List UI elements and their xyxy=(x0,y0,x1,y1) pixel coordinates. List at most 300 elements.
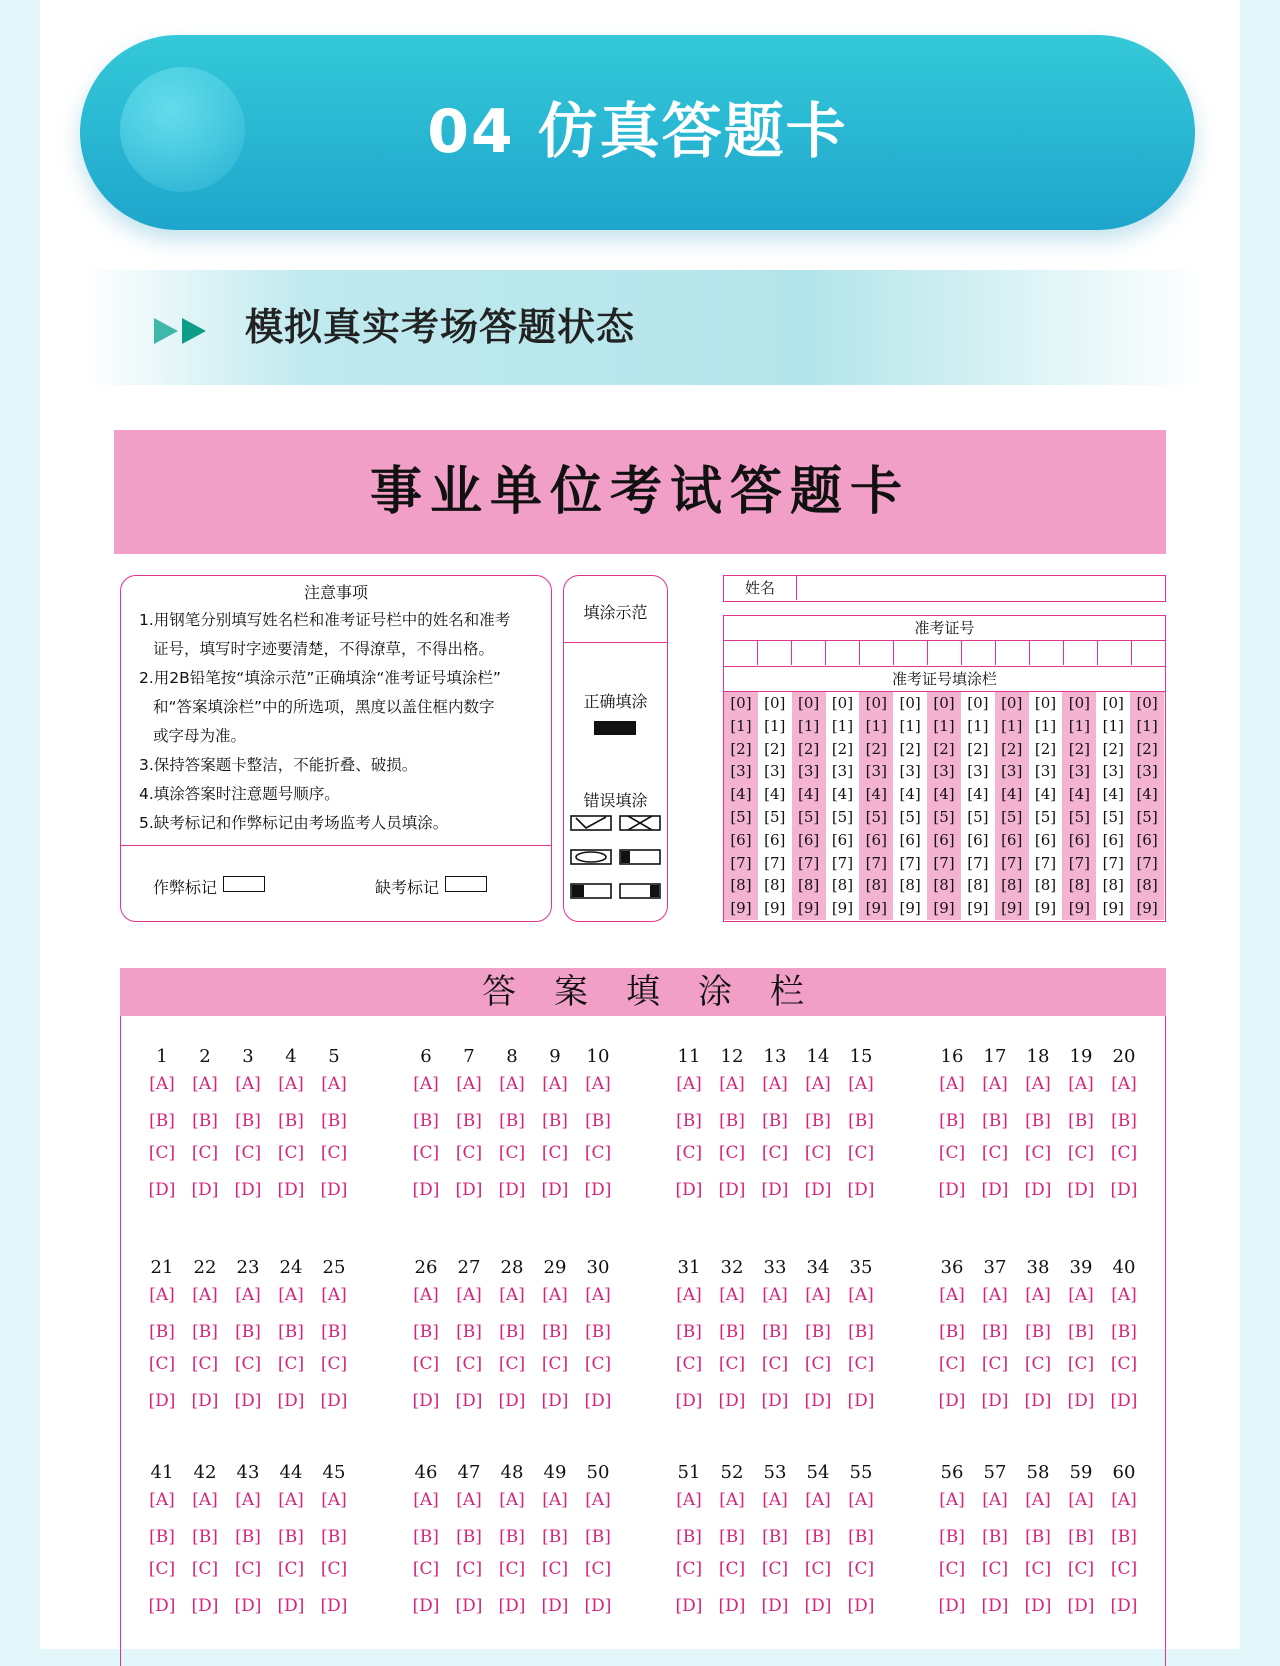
digit-bubble[interactable]: [9] xyxy=(859,897,893,920)
answer-option-bubble[interactable]: [C] xyxy=(981,1559,1009,1579)
digit-bubble[interactable]: [8] xyxy=(927,874,961,897)
answer-option-bubble[interactable]: [C] xyxy=(718,1143,746,1163)
digit-bubble[interactable]: [1] xyxy=(859,715,893,738)
answer-option-bubble[interactable]: [B] xyxy=(1068,1527,1094,1547)
digit-bubble[interactable]: [4] xyxy=(831,785,854,804)
exam-id-cell[interactable] xyxy=(962,641,996,665)
answer-option-bubble[interactable]: [C] xyxy=(148,1143,176,1163)
answer-option-bubble[interactable]: [B] xyxy=(192,1527,218,1547)
answer-option-bubble[interactable]: [C] xyxy=(761,1354,789,1374)
digit-bubble[interactable]: [7] xyxy=(831,853,854,872)
answer-option-bubble[interactable]: [A] xyxy=(321,1074,347,1094)
answer-option-bubble[interactable]: [A] xyxy=(719,1074,745,1094)
digit-bubble[interactable]: [0] xyxy=(1102,694,1124,712)
answer-option-bubble[interactable]: [D] xyxy=(412,1391,440,1411)
answer-option-bubble[interactable]: [A] xyxy=(499,1074,525,1094)
digit-bubble[interactable]: [5] xyxy=(831,808,854,826)
answer-option-bubble[interactable]: [A] xyxy=(413,1074,439,1094)
digit-bubble[interactable]: [4] xyxy=(792,783,826,806)
answer-option-bubble[interactable]: [A] xyxy=(321,1285,347,1305)
answer-option-bubble[interactable]: [D] xyxy=(541,1391,569,1411)
digit-bubble[interactable]: [5] xyxy=(1034,808,1057,826)
answer-option-bubble[interactable]: [A] xyxy=(762,1074,788,1094)
answer-option-bubble[interactable]: [B] xyxy=(982,1322,1008,1342)
answer-option-bubble[interactable]: [C] xyxy=(1024,1354,1052,1374)
answer-option-bubble[interactable]: [D] xyxy=(455,1391,483,1411)
answer-option-bubble[interactable]: [D] xyxy=(675,1596,703,1616)
answer-option-bubble[interactable]: [A] xyxy=(805,1074,831,1094)
answer-option-bubble[interactable]: [B] xyxy=(585,1527,611,1547)
answer-option-bubble[interactable]: [A] xyxy=(278,1074,304,1094)
answer-option-bubble[interactable]: [D] xyxy=(148,1391,176,1411)
answer-option-bubble[interactable]: [C] xyxy=(718,1354,746,1374)
answer-option-bubble[interactable]: [A] xyxy=(1025,1285,1051,1305)
answer-option-bubble[interactable]: [C] xyxy=(191,1143,219,1163)
answer-option-bubble[interactable]: [D] xyxy=(1110,1180,1138,1200)
digit-bubble[interactable]: [3] xyxy=(724,760,758,783)
digit-bubble[interactable]: [3] xyxy=(1062,760,1096,783)
answer-option-bubble[interactable]: [A] xyxy=(805,1490,831,1510)
answer-option-bubble[interactable]: [D] xyxy=(320,1180,348,1200)
exam-id-cell[interactable] xyxy=(1098,641,1132,665)
answer-option-bubble[interactable]: [B] xyxy=(805,1527,831,1547)
answer-option-bubble[interactable]: [D] xyxy=(234,1180,262,1200)
digit-bubble[interactable]: [6] xyxy=(792,829,826,852)
digit-bubble[interactable]: [9] xyxy=(1034,899,1057,918)
answer-option-bubble[interactable]: [D] xyxy=(804,1596,832,1616)
digit-bubble[interactable]: [2] xyxy=(831,739,854,758)
answer-option-bubble[interactable]: [A] xyxy=(848,1490,874,1510)
answer-option-bubble[interactable]: [C] xyxy=(1067,1354,1095,1374)
answer-option-bubble[interactable]: [B] xyxy=(1068,1322,1094,1342)
answer-option-bubble[interactable]: [C] xyxy=(277,1559,305,1579)
answer-option-bubble[interactable]: [C] xyxy=(320,1559,348,1579)
answer-option-bubble[interactable]: [C] xyxy=(1110,1354,1138,1374)
answer-option-bubble[interactable]: [C] xyxy=(938,1559,966,1579)
answer-option-bubble[interactable]: [D] xyxy=(981,1180,1009,1200)
digit-bubble[interactable]: [0] xyxy=(995,692,1029,715)
answer-option-bubble[interactable]: [B] xyxy=(413,1527,439,1547)
answer-option-bubble[interactable]: [C] xyxy=(541,1143,569,1163)
digit-bubble[interactable]: [2] xyxy=(792,738,826,761)
digit-bubble[interactable]: [1] xyxy=(831,716,854,735)
answer-option-bubble[interactable]: [C] xyxy=(320,1143,348,1163)
answer-option-bubble[interactable]: [A] xyxy=(278,1490,304,1510)
answer-option-bubble[interactable]: [A] xyxy=(805,1285,831,1305)
answer-option-bubble[interactable]: [D] xyxy=(498,1391,526,1411)
answer-option-bubble[interactable]: [A] xyxy=(719,1490,745,1510)
digit-bubble[interactable]: [1] xyxy=(792,715,826,738)
answer-option-bubble[interactable]: [C] xyxy=(761,1143,789,1163)
answer-option-bubble[interactable]: [A] xyxy=(676,1285,702,1305)
answer-option-bubble[interactable]: [B] xyxy=(676,1322,702,1342)
digit-bubble[interactable]: [4] xyxy=(1102,785,1124,804)
answer-option-bubble[interactable]: [B] xyxy=(1025,1322,1051,1342)
digit-bubble[interactable]: [4] xyxy=(927,783,961,806)
digit-bubble[interactable]: [0] xyxy=(927,692,961,715)
digit-bubble[interactable]: [2] xyxy=(859,738,893,761)
answer-option-bubble[interactable]: [A] xyxy=(499,1285,525,1305)
answer-option-bubble[interactable]: [C] xyxy=(761,1559,789,1579)
answer-option-bubble[interactable]: [D] xyxy=(718,1180,746,1200)
answer-option-bubble[interactable]: [B] xyxy=(762,1111,788,1131)
exam-id-cell[interactable] xyxy=(996,641,1030,665)
answer-option-bubble[interactable]: [A] xyxy=(149,1074,175,1094)
answer-option-bubble[interactable]: [A] xyxy=(848,1074,874,1094)
digit-bubble[interactable]: [2] xyxy=(1130,738,1164,761)
digit-bubble[interactable]: [6] xyxy=(995,829,1029,852)
answer-option-bubble[interactable]: [A] xyxy=(1068,1074,1094,1094)
answer-option-bubble[interactable]: [B] xyxy=(456,1527,482,1547)
answer-option-bubble[interactable]: [A] xyxy=(719,1285,745,1305)
digit-bubble[interactable]: [8] xyxy=(1102,876,1124,895)
answer-option-bubble[interactable]: [D] xyxy=(277,1596,305,1616)
digit-bubble[interactable]: [6] xyxy=(899,830,921,849)
digit-bubble[interactable]: [0] xyxy=(831,694,854,712)
answer-option-bubble[interactable]: [C] xyxy=(847,1143,875,1163)
answer-option-bubble[interactable]: [C] xyxy=(148,1354,176,1374)
exam-id-cell[interactable] xyxy=(1132,641,1165,665)
answer-option-bubble[interactable]: [C] xyxy=(455,1354,483,1374)
digit-bubble[interactable]: [5] xyxy=(724,806,758,829)
answer-option-bubble[interactable]: [A] xyxy=(235,1285,261,1305)
digit-bubble[interactable]: [2] xyxy=(927,738,961,761)
digit-bubble[interactable]: [8] xyxy=(831,876,854,895)
answer-option-bubble[interactable]: [B] xyxy=(1025,1527,1051,1547)
digit-bubble[interactable]: [9] xyxy=(724,897,758,920)
answer-option-bubble[interactable]: [D] xyxy=(277,1180,305,1200)
digit-bubble[interactable]: [1] xyxy=(1034,716,1057,735)
digit-bubble[interactable]: [8] xyxy=(792,874,826,897)
answer-option-bubble[interactable]: [D] xyxy=(718,1596,746,1616)
answer-option-bubble[interactable]: [A] xyxy=(542,1074,568,1094)
answer-option-bubble[interactable]: [A] xyxy=(149,1490,175,1510)
digit-bubble[interactable]: [1] xyxy=(1130,715,1164,738)
answer-option-bubble[interactable]: [C] xyxy=(938,1143,966,1163)
answer-option-bubble[interactable]: [B] xyxy=(192,1322,218,1342)
digit-bubble[interactable]: [5] xyxy=(792,806,826,829)
answer-option-bubble[interactable]: [D] xyxy=(148,1596,176,1616)
digit-bubble[interactable]: [2] xyxy=(899,739,921,758)
answer-option-bubble[interactable]: [B] xyxy=(278,1111,304,1131)
answer-option-bubble[interactable]: [D] xyxy=(847,1180,875,1200)
digit-bubble[interactable]: [0] xyxy=(1034,694,1057,712)
answer-option-bubble[interactable]: [A] xyxy=(1111,1074,1137,1094)
answer-option-bubble[interactable]: [B] xyxy=(278,1527,304,1547)
answer-option-bubble[interactable]: [B] xyxy=(719,1527,745,1547)
answer-option-bubble[interactable]: [C] xyxy=(234,1143,262,1163)
digit-bubble[interactable]: [1] xyxy=(967,716,989,735)
answer-option-bubble[interactable]: [C] xyxy=(191,1354,219,1374)
digit-bubble[interactable]: [4] xyxy=(899,785,921,804)
answer-option-bubble[interactable]: [B] xyxy=(499,1111,525,1131)
digit-bubble[interactable]: [3] xyxy=(927,760,961,783)
exam-id-cell[interactable] xyxy=(1030,641,1064,665)
answer-option-bubble[interactable]: [C] xyxy=(1110,1559,1138,1579)
digit-bubble[interactable]: [0] xyxy=(1130,692,1164,715)
answer-option-bubble[interactable]: [D] xyxy=(584,1596,612,1616)
answer-option-bubble[interactable]: [A] xyxy=(762,1490,788,1510)
answer-option-bubble[interactable]: [C] xyxy=(1067,1143,1095,1163)
answer-option-bubble[interactable]: [C] xyxy=(584,1354,612,1374)
answer-option-bubble[interactable]: [C] xyxy=(541,1559,569,1579)
answer-option-bubble[interactable]: [A] xyxy=(676,1490,702,1510)
digit-bubble[interactable]: [6] xyxy=(1102,830,1124,849)
digit-bubble[interactable]: [3] xyxy=(899,762,921,781)
answer-option-bubble[interactable]: [D] xyxy=(938,1180,966,1200)
digit-bubble[interactable]: [2] xyxy=(995,738,1029,761)
answer-option-bubble[interactable]: [A] xyxy=(321,1490,347,1510)
digit-bubble[interactable]: [6] xyxy=(831,830,854,849)
digit-bubble[interactable]: [8] xyxy=(967,876,989,895)
answer-option-bubble[interactable]: [B] xyxy=(542,1527,568,1547)
digit-bubble[interactable]: [9] xyxy=(967,899,989,918)
answer-option-bubble[interactable]: [A] xyxy=(192,1074,218,1094)
answer-option-bubble[interactable]: [B] xyxy=(235,1527,261,1547)
digit-bubble[interactable]: [7] xyxy=(1102,853,1124,872)
answer-option-bubble[interactable]: [C] xyxy=(584,1143,612,1163)
digit-bubble[interactable]: [3] xyxy=(859,760,893,783)
digit-bubble[interactable]: [4] xyxy=(1130,783,1164,806)
answer-option-bubble[interactable]: [C] xyxy=(498,1143,526,1163)
answer-option-bubble[interactable]: [D] xyxy=(191,1596,219,1616)
answer-option-bubble[interactable]: [A] xyxy=(456,1285,482,1305)
answer-option-bubble[interactable]: [A] xyxy=(456,1490,482,1510)
digit-bubble[interactable]: [7] xyxy=(1034,853,1057,872)
answer-option-bubble[interactable]: [D] xyxy=(455,1180,483,1200)
answer-option-bubble[interactable]: [C] xyxy=(1024,1559,1052,1579)
answer-option-bubble[interactable]: [B] xyxy=(321,1322,347,1342)
answer-option-bubble[interactable]: [A] xyxy=(585,1285,611,1305)
answer-option-bubble[interactable]: [A] xyxy=(1068,1490,1094,1510)
digit-bubble[interactable]: [1] xyxy=(1102,716,1124,735)
digit-bubble[interactable]: [7] xyxy=(859,852,893,875)
digit-bubble[interactable]: [0] xyxy=(764,694,786,712)
digit-bubble[interactable]: [5] xyxy=(1062,806,1096,829)
digit-bubble[interactable]: [3] xyxy=(792,760,826,783)
answer-option-bubble[interactable]: [B] xyxy=(321,1111,347,1131)
digit-bubble[interactable]: [4] xyxy=(724,783,758,806)
answer-option-bubble[interactable]: [D] xyxy=(412,1180,440,1200)
answer-option-bubble[interactable]: [D] xyxy=(1067,1180,1095,1200)
digit-bubble[interactable]: [6] xyxy=(1062,829,1096,852)
answer-option-bubble[interactable]: [D] xyxy=(191,1391,219,1411)
digit-bubble[interactable]: [9] xyxy=(792,897,826,920)
answer-option-bubble[interactable]: [D] xyxy=(584,1391,612,1411)
answer-option-bubble[interactable]: [B] xyxy=(1111,1322,1137,1342)
answer-option-bubble[interactable]: [A] xyxy=(1068,1285,1094,1305)
digit-bubble[interactable]: [0] xyxy=(859,692,893,715)
absent-mark-box[interactable] xyxy=(445,876,487,892)
answer-option-bubble[interactable]: [A] xyxy=(413,1490,439,1510)
answer-option-bubble[interactable]: [B] xyxy=(1068,1111,1094,1131)
digit-bubble[interactable]: [6] xyxy=(967,830,989,849)
answer-option-bubble[interactable]: [D] xyxy=(541,1180,569,1200)
digit-bubble[interactable]: [7] xyxy=(1062,852,1096,875)
answer-option-bubble[interactable]: [B] xyxy=(848,1111,874,1131)
answer-option-bubble[interactable]: [D] xyxy=(320,1596,348,1616)
answer-option-bubble[interactable]: [D] xyxy=(847,1596,875,1616)
digit-bubble[interactable]: [9] xyxy=(831,899,854,918)
answer-option-bubble[interactable]: [D] xyxy=(498,1596,526,1616)
answer-option-bubble[interactable]: [B] xyxy=(805,1111,831,1131)
digit-bubble[interactable]: [5] xyxy=(995,806,1029,829)
answer-option-bubble[interactable]: [D] xyxy=(718,1391,746,1411)
answer-option-bubble[interactable]: [D] xyxy=(584,1180,612,1200)
answer-option-bubble[interactable]: [C] xyxy=(804,1143,832,1163)
cheat-mark-box[interactable] xyxy=(223,876,265,892)
answer-option-bubble[interactable]: [D] xyxy=(761,1596,789,1616)
digit-bubble[interactable]: [2] xyxy=(724,738,758,761)
answer-option-bubble[interactable]: [B] xyxy=(762,1527,788,1547)
digit-bubble[interactable]: [0] xyxy=(1062,692,1096,715)
digit-bubble[interactable]: [2] xyxy=(1034,739,1057,758)
answer-option-bubble[interactable]: [C] xyxy=(234,1559,262,1579)
digit-bubble[interactable]: [3] xyxy=(1130,760,1164,783)
answer-option-bubble[interactable]: [A] xyxy=(1111,1285,1137,1305)
answer-option-bubble[interactable]: [D] xyxy=(804,1180,832,1200)
answer-option-bubble[interactable]: [A] xyxy=(235,1074,261,1094)
answer-option-bubble[interactable]: [B] xyxy=(982,1111,1008,1131)
answer-option-bubble[interactable]: [B] xyxy=(192,1111,218,1131)
answer-option-bubble[interactable]: [B] xyxy=(719,1322,745,1342)
answer-option-bubble[interactable]: [D] xyxy=(981,1596,1009,1616)
answer-option-bubble[interactable]: [C] xyxy=(718,1559,746,1579)
answer-option-bubble[interactable]: [B] xyxy=(585,1111,611,1131)
answer-option-bubble[interactable]: [C] xyxy=(320,1354,348,1374)
answer-option-bubble[interactable]: [B] xyxy=(848,1322,874,1342)
answer-option-bubble[interactable]: [A] xyxy=(1025,1074,1051,1094)
answer-option-bubble[interactable]: [D] xyxy=(938,1596,966,1616)
answer-option-bubble[interactable]: [C] xyxy=(277,1354,305,1374)
answer-option-bubble[interactable]: [B] xyxy=(1025,1111,1051,1131)
digit-bubble[interactable]: [5] xyxy=(899,808,921,826)
digit-bubble[interactable]: [3] xyxy=(995,760,1029,783)
digit-bubble[interactable]: [8] xyxy=(764,876,786,895)
answer-option-bubble[interactable]: [C] xyxy=(412,1143,440,1163)
answer-option-bubble[interactable]: [D] xyxy=(1024,1596,1052,1616)
digit-bubble[interactable]: [5] xyxy=(859,806,893,829)
answer-option-bubble[interactable]: [C] xyxy=(234,1354,262,1374)
answer-option-bubble[interactable]: [A] xyxy=(982,1490,1008,1510)
answer-option-bubble[interactable]: [C] xyxy=(412,1559,440,1579)
answer-option-bubble[interactable]: [C] xyxy=(847,1559,875,1579)
answer-option-bubble[interactable]: [B] xyxy=(676,1527,702,1547)
answer-option-bubble[interactable]: [B] xyxy=(762,1322,788,1342)
answer-option-bubble[interactable]: [B] xyxy=(149,1111,175,1131)
answer-option-bubble[interactable]: [A] xyxy=(192,1490,218,1510)
answer-option-bubble[interactable]: [C] xyxy=(541,1354,569,1374)
answer-option-bubble[interactable]: [A] xyxy=(542,1285,568,1305)
digit-bubble[interactable]: [2] xyxy=(967,739,989,758)
answer-option-bubble[interactable]: [B] xyxy=(848,1527,874,1547)
answer-option-bubble[interactable]: [C] xyxy=(847,1354,875,1374)
digit-bubble[interactable]: [4] xyxy=(859,783,893,806)
digit-bubble[interactable]: [9] xyxy=(1062,897,1096,920)
digit-bubble[interactable]: [5] xyxy=(1130,806,1164,829)
answer-option-bubble[interactable]: [B] xyxy=(235,1322,261,1342)
digit-bubble[interactable]: [2] xyxy=(1102,739,1124,758)
answer-option-bubble[interactable]: [B] xyxy=(1111,1111,1137,1131)
digit-bubble[interactable]: [9] xyxy=(927,897,961,920)
answer-option-bubble[interactable]: [B] xyxy=(585,1322,611,1342)
answer-option-bubble[interactable]: [C] xyxy=(455,1559,483,1579)
answer-option-bubble[interactable]: [D] xyxy=(1067,1596,1095,1616)
digit-bubble[interactable]: [0] xyxy=(792,692,826,715)
answer-option-bubble[interactable]: [A] xyxy=(762,1285,788,1305)
answer-option-bubble[interactable]: [B] xyxy=(499,1322,525,1342)
digit-bubble[interactable]: [8] xyxy=(1034,876,1057,895)
answer-option-bubble[interactable]: [D] xyxy=(761,1180,789,1200)
answer-option-bubble[interactable]: [B] xyxy=(719,1111,745,1131)
digit-bubble[interactable]: [4] xyxy=(967,785,989,804)
answer-option-bubble[interactable]: [B] xyxy=(939,1111,965,1131)
digit-bubble[interactable]: [9] xyxy=(764,899,786,918)
answer-option-bubble[interactable]: [C] xyxy=(584,1559,612,1579)
digit-bubble[interactable]: [7] xyxy=(1130,852,1164,875)
digit-bubble[interactable]: [7] xyxy=(764,853,786,872)
answer-option-bubble[interactable]: [B] xyxy=(149,1527,175,1547)
digit-bubble[interactable]: [4] xyxy=(1062,783,1096,806)
digit-bubble[interactable]: [5] xyxy=(927,806,961,829)
answer-option-bubble[interactable]: [B] xyxy=(499,1527,525,1547)
answer-option-bubble[interactable]: [A] xyxy=(982,1074,1008,1094)
digit-bubble[interactable]: [6] xyxy=(927,829,961,852)
answer-option-bubble[interactable]: [C] xyxy=(804,1559,832,1579)
digit-bubble[interactable]: [3] xyxy=(1034,762,1057,781)
digit-bubble[interactable]: [8] xyxy=(995,874,1029,897)
digit-bubble[interactable]: [6] xyxy=(764,830,786,849)
answer-option-bubble[interactable]: [A] xyxy=(192,1285,218,1305)
exam-id-cell[interactable] xyxy=(826,641,860,665)
digit-bubble[interactable]: [4] xyxy=(764,785,786,804)
digit-bubble[interactable]: [4] xyxy=(1034,785,1057,804)
answer-option-bubble[interactable]: [C] xyxy=(455,1143,483,1163)
exam-id-cell[interactable] xyxy=(724,641,758,665)
answer-option-bubble[interactable]: [D] xyxy=(234,1596,262,1616)
answer-option-bubble[interactable]: [A] xyxy=(1025,1490,1051,1510)
answer-option-bubble[interactable]: [C] xyxy=(1024,1143,1052,1163)
answer-option-bubble[interactable]: [A] xyxy=(848,1285,874,1305)
answer-option-bubble[interactable]: [B] xyxy=(676,1111,702,1131)
digit-bubble[interactable]: [3] xyxy=(764,762,786,781)
digit-bubble[interactable]: [3] xyxy=(967,762,989,781)
answer-option-bubble[interactable]: [D] xyxy=(191,1180,219,1200)
answer-option-bubble[interactable]: [B] xyxy=(542,1111,568,1131)
digit-bubble[interactable]: [3] xyxy=(1102,762,1124,781)
answer-option-bubble[interactable]: [C] xyxy=(412,1354,440,1374)
digit-bubble[interactable]: [7] xyxy=(724,852,758,875)
answer-option-bubble[interactable]: [B] xyxy=(1111,1527,1137,1547)
digit-bubble[interactable]: [1] xyxy=(724,715,758,738)
answer-option-bubble[interactable]: [C] xyxy=(148,1559,176,1579)
answer-option-bubble[interactable]: [B] xyxy=(235,1111,261,1131)
answer-option-bubble[interactable]: [D] xyxy=(981,1391,1009,1411)
answer-option-bubble[interactable]: [C] xyxy=(675,1143,703,1163)
digit-bubble[interactable]: [5] xyxy=(967,808,989,826)
exam-id-cell[interactable] xyxy=(928,641,962,665)
answer-option-bubble[interactable]: [A] xyxy=(278,1285,304,1305)
digit-bubble[interactable]: [5] xyxy=(1102,808,1124,826)
answer-option-bubble[interactable]: [C] xyxy=(498,1559,526,1579)
answer-option-bubble[interactable]: [D] xyxy=(148,1180,176,1200)
answer-option-bubble[interactable]: [C] xyxy=(1110,1143,1138,1163)
digit-bubble[interactable]: [7] xyxy=(995,852,1029,875)
exam-id-cell[interactable] xyxy=(792,641,826,665)
answer-option-bubble[interactable]: [D] xyxy=(1067,1391,1095,1411)
digit-bubble[interactable]: [1] xyxy=(764,716,786,735)
digit-bubble[interactable]: [7] xyxy=(967,853,989,872)
